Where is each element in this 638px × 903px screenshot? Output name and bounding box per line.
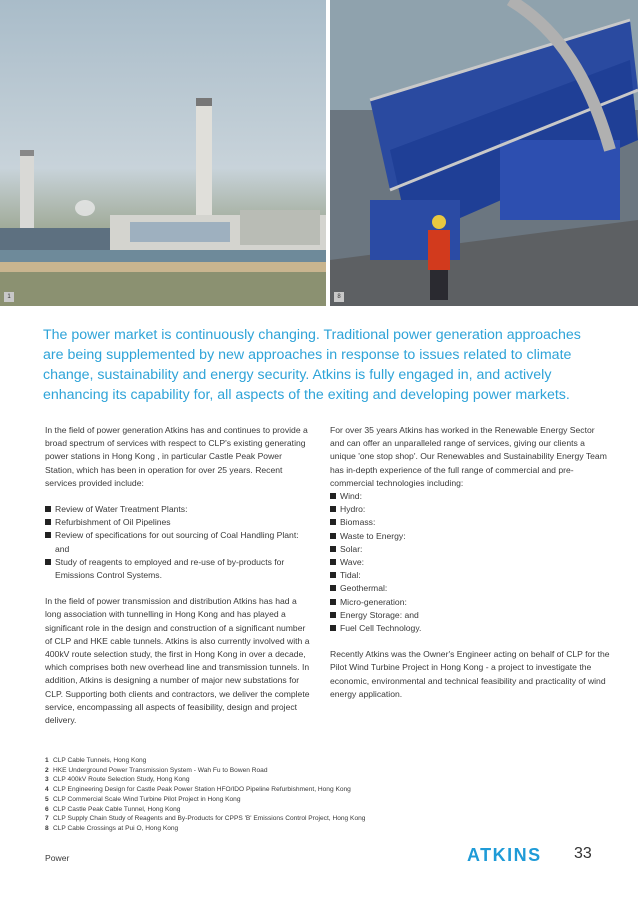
bullet-icon: [330, 533, 336, 539]
bullet-icon: [330, 625, 336, 631]
left-column: [45, 424, 313, 727]
bullet-icon: [45, 559, 51, 565]
transmission-paragraph: In the field of power transmission and distribution Atkins has had a long association with tunnelling in Hong Kong and has played a significant role in the design and construction of a significant number of CLP and HKE cable tunnels. Atkins is also currently involved with a 400kV route selection study, the first in Hong Kong in over a decade, which comprises both new overhead line and transmission tunnels. In addition, Atkins is designing a number of major new substations for CLP. Supporting both clients and contractors, we deliver the complete service, encompassing all aspects of feasibility, design and project delivery.: [45, 596, 310, 726]
right-column: [330, 424, 610, 701]
section-label: Power: [45, 853, 70, 863]
bullet-icon: [330, 572, 336, 578]
bullet-icon: [330, 612, 336, 618]
list-item: Tidal:: [330, 569, 610, 582]
caption-row: 1 CLP Cable Tunnels, Hong Kong: [45, 757, 147, 764]
generation-paragraph: In the field of power generation Atkins has and continues to provide a broad spectrum of services with respect to CLP's existing generating power stations in Hong Kong , in particular Castle Peak Power Station, which has been in operation for over 25 years. Recent services provided include:: [45, 425, 308, 488]
photo-number-badge: 8: [334, 292, 344, 302]
atkins-logo: ATKINS: [467, 845, 542, 865]
caption-row: 7 CLP Supply Chain Study of Reagents and By-Products for CPPS 'B' Emissions Control Project, Hong Kong: [45, 815, 366, 823]
cable-crossing-photo: [330, 0, 638, 306]
list-item: Fuel Cell Technology.: [330, 622, 610, 635]
photo-strip: [0, 0, 638, 306]
list-item: Energy Storage: and: [330, 609, 610, 622]
list-item: Micro-generation:: [330, 596, 610, 609]
bullet-icon: [330, 599, 336, 605]
list-item: Review of Water Treatment Plants:: [45, 503, 313, 516]
bullet-icon: [45, 519, 51, 525]
bullet-icon: [330, 546, 336, 552]
caption-row: 8 CLP Cable Crossings at Pui O, Hong Kong: [45, 824, 179, 832]
technologies-list: [330, 490, 610, 635]
photo-captions: [45, 756, 365, 834]
list-item: Geothermal:: [330, 582, 610, 595]
bullet-icon: [330, 506, 336, 512]
bullet-icon: [330, 519, 336, 525]
photo-number-badge: 1: [4, 292, 14, 302]
caption-row: 2 HKE Underground Power Transmission System - Wah Fu to Bowen Road: [45, 766, 268, 774]
caption-row: 6 CLP Castle Peak Cable Tunnel, Hong Kong: [45, 805, 181, 813]
list-item: Hydro:: [330, 503, 610, 516]
bullet-icon: [45, 506, 51, 512]
bullet-icon: [45, 532, 51, 538]
intro-paragraph: The power market is continuously changing. Traditional power generation approaches are being supplemented by new approaches in response to issues related to climate change, sustainability and energy security. Atkins is fully engaged in, and actively enhancing its capability for, all aspects of the exiting and developing power markets.: [43, 327, 581, 403]
list-item: Review of specifications for out sourcing of Coal Handling Plant: and: [45, 529, 313, 555]
bullet-icon: [330, 559, 336, 565]
list-item: Refurbishment of Oil Pipelines: [45, 516, 313, 529]
list-item: Solar:: [330, 543, 610, 556]
renewables-paragraph: For over 35 years Atkins has worked in the Renewable Energy Sector and can offer an unparalleled range of services, giving our clients a unique 'one stop shop'. Our Renewables and Sustainability Energy Team has in-depth experience of the full range of commercial and pre-commercial technologies including:: [330, 425, 607, 488]
list-item: Waste to Energy:: [330, 530, 610, 543]
caption-row: 4 CLP Engineering Design for Castle Peak Power Station HFO/IDO Pipeline Refurbishment, Hong Kong: [45, 786, 351, 794]
caption-row: 3 CLP 400kV Route Selection Study, Hong Kong: [45, 776, 190, 784]
page-number: 33: [574, 845, 592, 862]
bullet-icon: [330, 585, 336, 591]
list-item: Study of reagents to employed and re-use of by-products for Emissions Control Systems.: [45, 556, 313, 582]
bullet-icon: [330, 493, 336, 499]
list-item: Wind:: [330, 490, 610, 503]
list-item: Biomass:: [330, 516, 610, 529]
wind-project-paragraph: Recently Atkins was the Owner's Engineer acting on behalf of CLP for the Pilot Wind Turbine Project in Hong Kong - a project to investigate the economic, environmental and technical feasibility and practicality of wind energy application.: [330, 649, 610, 699]
power-station-photo: [0, 0, 326, 306]
caption-row: 5 CLP Commercial Scale Wind Turbine Pilot Project in Hong Kong: [45, 795, 241, 803]
list-item: Wave:: [330, 556, 610, 569]
services-list: [45, 503, 313, 582]
